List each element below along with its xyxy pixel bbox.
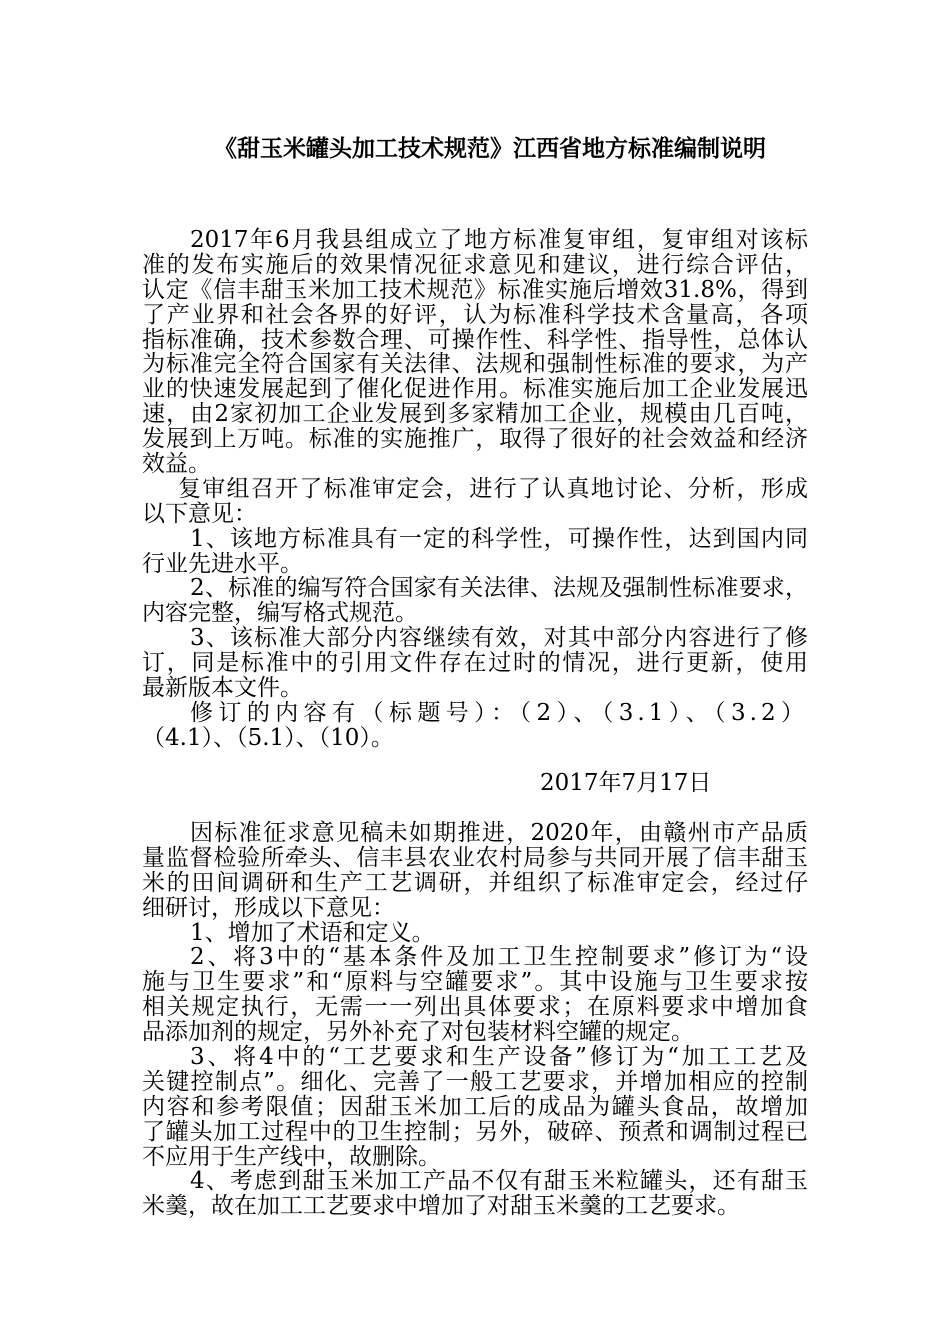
text-line: 以下意见： <box>142 500 257 527</box>
text-line: 指标准确，技术参数合理、可操作性、科学性、指导性，总体认 <box>142 326 808 353</box>
document-title: 《甜玉米罐头加工技术规范》江西省地方标准编制说明 <box>214 135 766 162</box>
text-line: 认定《信丰甜玉米加工技术规范》标准实施后增效31.8%，得到 <box>142 276 808 303</box>
text-line: 1、该地方标准具有一定的科学性，可操作性，达到国内同 <box>190 525 808 552</box>
paragraph <box>142 576 808 626</box>
text-line: 2017年6月我县组成立了地方标准复审组，复审组对该标 <box>190 227 808 253</box>
text-line: 4、考虑到甜玉米加工产品不仅有甜玉米粒罐头，还有甜玉 <box>190 1168 808 1195</box>
text-line: 量监督检验所牵头、信丰县农业农村局参与共同开展了信丰甜玉 <box>142 844 808 871</box>
text-line: 了产业界和社会各界的好评，认为标准科学技术含量高，各项 <box>142 301 808 328</box>
text-line: 2、标准的编写符合国家有关法律、法规及强制性标准要求， <box>190 575 808 602</box>
text-line: 米的田间调研和生产工艺调研，并组织了标准审定会，经过仔 <box>142 869 808 896</box>
text-line: 复审组召开了标准审定会，进行了认真地讨论、分析，形成 <box>178 475 808 502</box>
text-line: 为标准完全符合国家有关法律、法规和强制性标准的要求，为产 <box>142 351 808 378</box>
text-line: （4.1）、（5.1）、（10）。 <box>142 724 394 751</box>
text-line: 发展到上万吨。标准的实施推广，取得了很好的社会效益和经济 <box>142 426 808 453</box>
text-line: 效益。 <box>142 451 211 478</box>
text-line: 细研讨，形成以下意见： <box>142 894 395 921</box>
text-line: 相关规定执行，无需一一列出具体要求；在原料要求中增加食 <box>142 994 808 1021</box>
text-line: 修订的内容有（标题号）：（2）、（3.1）、（3.2） <box>190 699 808 726</box>
text-line: 关键控制点”。细化、完善了一般工艺要求，并增加相应的控制 <box>142 1068 808 1095</box>
text-line: 不应用于生产线中，故删除。 <box>142 1143 441 1170</box>
text-line: 了罐头加工过程中的卫生控制；另外，破碎、预煮和调制过程已 <box>142 1118 808 1145</box>
text-line: 1、增加了术语和定义。 <box>190 919 435 946</box>
paragraph <box>142 921 808 946</box>
section-2020-review <box>142 821 808 1219</box>
text-line: 内容和参考限值；因甜玉米加工后的成品为罐头食品，故增加 <box>142 1093 808 1120</box>
section-date: 2017年7月17日 <box>540 770 712 796</box>
section-2017-review <box>142 228 808 751</box>
text-line: 业的快速发展起到了催化促进作用。标准实施后加工企业发展迅 <box>142 376 808 403</box>
text-line: 内容完整，编写格式规范。 <box>142 600 418 627</box>
text-line: 最新版本文件。 <box>142 675 303 702</box>
paragraph <box>142 701 808 751</box>
text-line: 品添加剂的规定，另外补充了对包装材料空罐的规定。 <box>142 1019 694 1046</box>
paragraph <box>142 228 808 477</box>
paragraph <box>142 626 808 701</box>
text-line: 米羹，故在加工工艺要求中增加了对甜玉米羹的工艺要求。 <box>142 1193 740 1220</box>
text-line: 速，由2家初加工企业发展到多家精加工企业，规模由几百吨， <box>142 401 808 428</box>
paragraph <box>142 1045 808 1169</box>
paragraph <box>142 527 808 577</box>
text-line: 3、该标准大部分内容继续有效，对其中部分内容进行了修 <box>190 625 808 652</box>
paragraph <box>142 945 808 1045</box>
text-line: 2、将3中的“基本条件及加工卫生控制要求”修订为“设 <box>190 944 808 971</box>
text-line: 施与卫生要求”和“原料与空罐要求”。其中设施与卫生要求按 <box>142 969 808 996</box>
text-line: 准的发布实施后的效果情况征求意见和建议，进行综合评估， <box>142 251 808 278</box>
text-line: 因标准征求意见稿未如期推进，2020年，由赣州市产品质 <box>190 820 808 846</box>
paragraph <box>142 821 808 921</box>
paragraph <box>142 1169 808 1219</box>
text-line: 3、将4中的“工艺要求和生产设备”修订为“加工工艺及 <box>190 1044 808 1071</box>
text-line: 订，同是标准中的引用文件存在过时的情况，进行更新，使用 <box>142 650 808 677</box>
paragraph <box>142 477 808 527</box>
text-line: 行业先进水平。 <box>142 550 303 577</box>
